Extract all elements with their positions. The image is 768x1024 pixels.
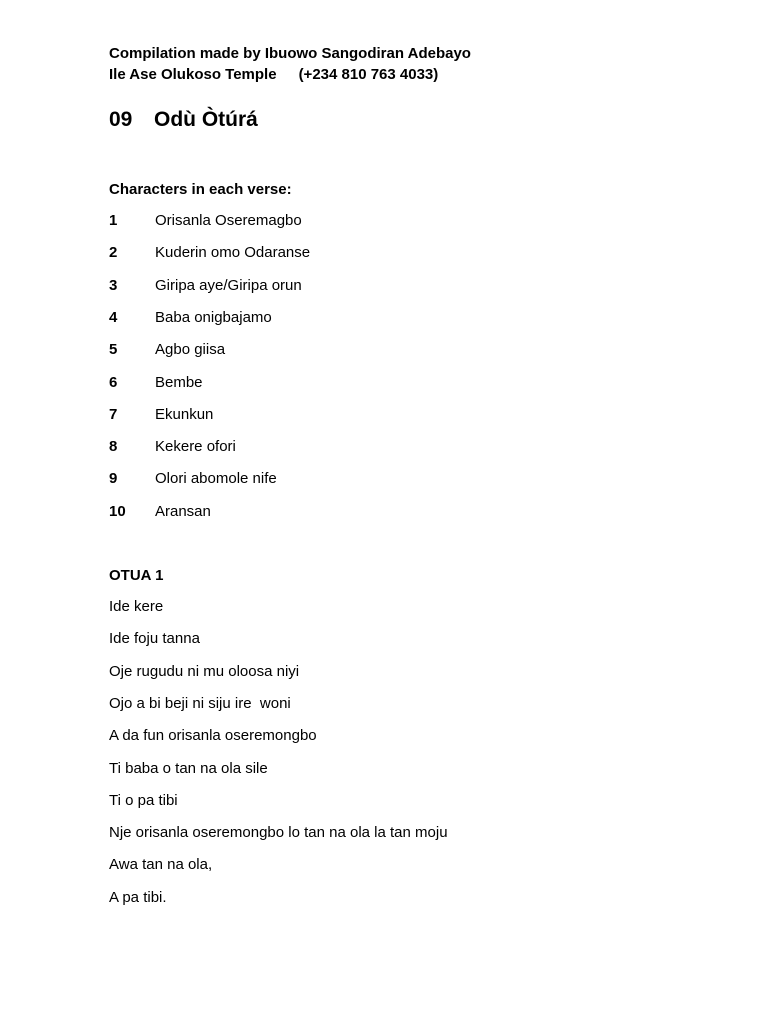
verse-line: Ojo a bi beji ni siju ire woni [109,695,291,712]
temple-name: Ile Ase Olukoso Temple [109,66,277,83]
verse-heading: OTUA 1 [109,567,164,584]
verse-line: Ide kere [109,598,164,615]
verse-line: A pa tibi. [109,889,167,906]
character-index: 4 [109,309,118,326]
verse-line: Nje orisanla oseremongbo lo tan na ola la tan moju [109,824,448,841]
character-name: Olori abomole nife [155,470,277,487]
character-name: Kuderin omo Odaranse [155,244,311,261]
character-index: 2 [109,244,118,261]
phone-number: (+234 810 763 4033) [298,66,439,83]
character-index: 8 [109,438,118,455]
character-name: Bembe [155,374,203,391]
verse-line: Ti o pa tibi [109,792,178,809]
verse-line: Ti baba o tan na ola sile [109,760,268,777]
character-name: Orisanla Oseremagbo [155,212,302,229]
verse-line: Ide foju tanna [109,630,200,647]
character-index: 5 [109,341,118,358]
characters-heading: Characters in each verse: [109,181,292,198]
character-index: 3 [109,277,118,294]
compilation-credit [109,44,471,64]
character-index: 1 [109,212,118,229]
character-index: 10 [109,503,126,520]
odu-number: 09 [109,108,133,131]
character-index: 7 [109,406,118,423]
character-index: 6 [109,374,118,391]
character-name: Kekere ofori [155,438,236,455]
verse-line: Oje rugudu ni mu oloosa niyi [109,663,300,680]
verse-line: Awa tan na ola, [109,856,213,873]
character-name: Baba onigbajamo [155,309,272,326]
character-name: Agbo giisa [155,341,226,358]
character-name: Giripa aye/Giripa orun [155,277,302,294]
compilation-text: Compilation made by Ibuowo Sangodiran Adebayo [109,45,471,62]
page-title [109,105,258,135]
odu-name: Odù Òtúrá [154,108,258,131]
verse-line: A da fun orisanla oseremongbo [109,727,317,744]
character-name: Aransan [155,503,211,520]
character-name: Ekunkun [155,406,214,423]
temple-contact [109,65,438,85]
character-index: 9 [109,470,118,487]
